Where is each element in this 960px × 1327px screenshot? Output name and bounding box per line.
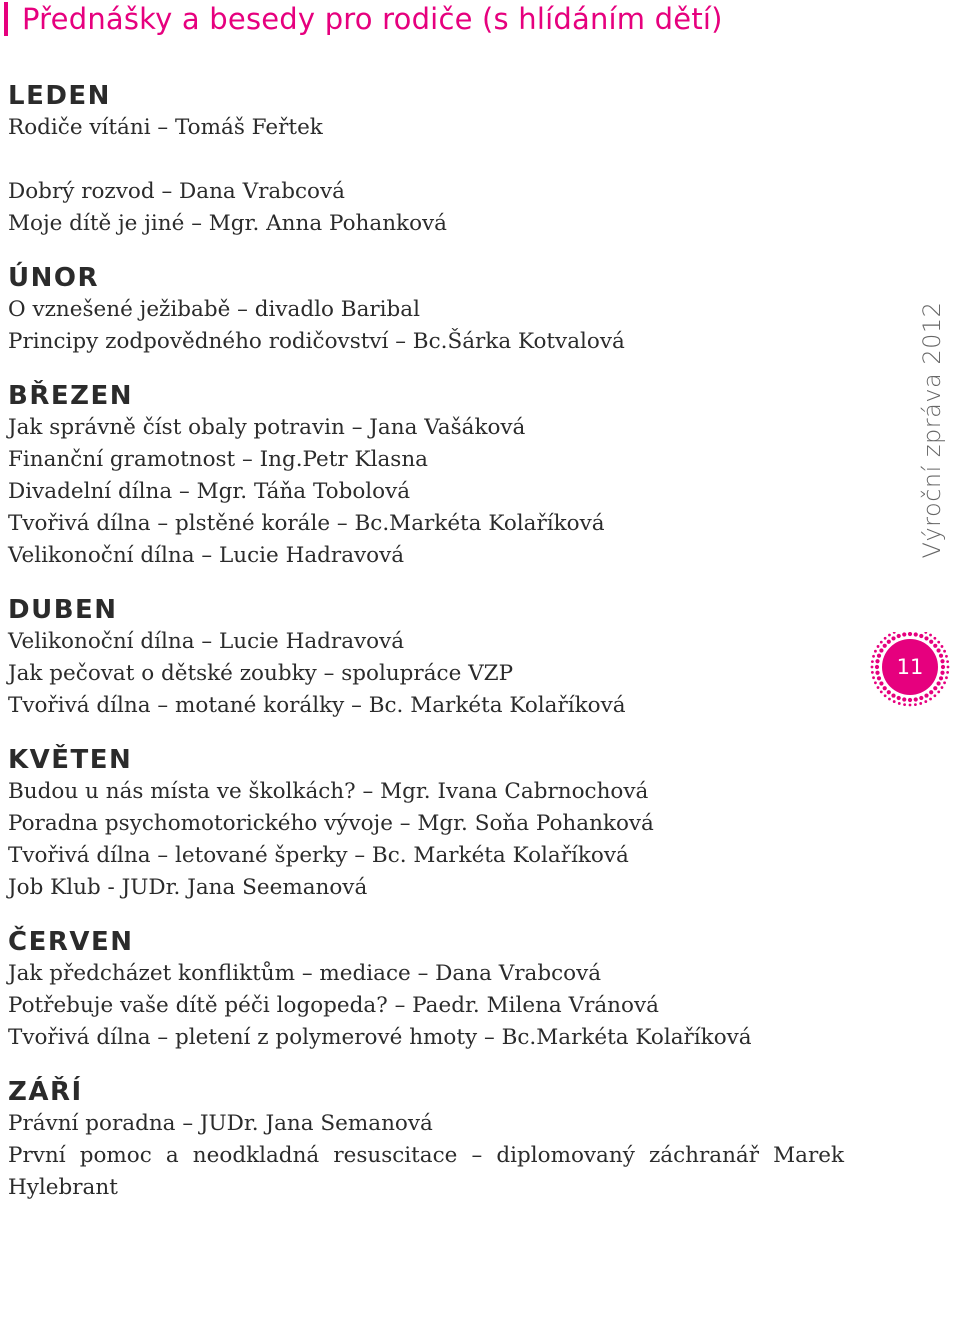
events-list <box>8 68 844 1204</box>
event-item: Moje dítě je jiné – Mgr. Anna Pohanková <box>8 211 447 236</box>
event-item: Finanční gramotnost – Ing.Petr Klasna <box>8 447 428 472</box>
badge-dot <box>914 703 917 706</box>
event-spacer <box>8 144 844 176</box>
page-title-text: Přednášky a besedy pro rodiče (s hlídáním dětí) <box>22 2 723 36</box>
event-item: Jak správně číst obaly potravin – Jana Vašáková <box>8 415 526 440</box>
event-item: Jak předcházet konfliktům – mediace – Dana Vrabcová <box>8 961 602 986</box>
month-heading: DUBEN <box>8 595 118 625</box>
badge-dot <box>898 702 901 705</box>
event-item: Principy zodpovědného rodičovství – Bc.Šárka Kotvalová <box>8 329 625 354</box>
event-item: Právní poradna – JUDr. Jana Semanová <box>8 1111 433 1136</box>
event-item: Velikonoční dílna – Lucie Hadravová <box>8 543 405 568</box>
month-section-unor <box>8 250 844 358</box>
event-item: Potřebuje vaše dítě péči logopeda? – Paedr. Milena Vránová <box>8 993 659 1018</box>
month-heading: ČERVEN <box>8 927 134 957</box>
badge-dot <box>919 702 922 705</box>
month-heading: ZÁŘÍ <box>8 1077 83 1107</box>
badge-dot <box>909 704 912 707</box>
month-heading: BŘEZEN <box>8 381 133 411</box>
badge-dot <box>903 703 906 706</box>
event-item: Rodiče vítáni – Tomáš Feřtek <box>8 115 323 140</box>
month-section-brezen <box>8 368 844 572</box>
event-item: Budou u nás místa ve školkách? – Mgr. Ivana Cabrnochová <box>8 779 649 804</box>
annual-report-label: Výroční zpráva 2012 <box>918 301 946 559</box>
month-section-kveten <box>8 732 844 904</box>
month-heading: ÚNOR <box>8 263 99 293</box>
month-section-cerven <box>8 914 844 1054</box>
event-item: Tvořivá dílna – motané korálky – Bc. Markéta Kolaříková <box>8 693 626 718</box>
event-item: Poradna psychomotorického vývoje – Mgr. Soňa Pohanková <box>8 811 654 836</box>
event-item: Divadelní dílna – Mgr. Táňa Tobolová <box>8 479 411 504</box>
month-section-leden <box>8 68 844 240</box>
event-item: O vznešené ježibabě – divadlo Baribal <box>8 297 420 322</box>
event-item: Jak pečovat o dětské zoubky – spolupráce VZP <box>8 661 514 686</box>
page-number: 11 <box>896 655 924 679</box>
month-heading: LEDEN <box>8 81 111 111</box>
page-title <box>0 0 930 38</box>
event-item-continuation: Hylebrant <box>8 1175 118 1200</box>
event-item: Dobrý rozvod – Dana Vrabcová <box>8 179 345 204</box>
month-section-zari <box>8 1064 844 1204</box>
event-item: První pomoc a neodkladná resuscitace – diplomovaný záchranář Marek <box>8 1143 844 1168</box>
event-item: Velikonoční dílna – Lucie Hadravová <box>8 629 405 654</box>
event-item: Tvořivá dílna – plstěné korále – Bc.Markéta Kolaříková <box>8 511 605 536</box>
event-item: Tvořivá dílna – pletení z polymerové hmoty – Bc.Markéta Kolaříková <box>8 1025 752 1050</box>
month-heading: KVĚTEN <box>8 745 133 775</box>
event-item: Job Klub - JUDr. Jana Seemanová <box>8 875 368 900</box>
title-accent-bar <box>4 2 8 36</box>
month-section-duben <box>8 582 844 722</box>
event-item: Tvořivá dílna – letované šperky – Bc. Markéta Kolaříková <box>8 843 629 868</box>
